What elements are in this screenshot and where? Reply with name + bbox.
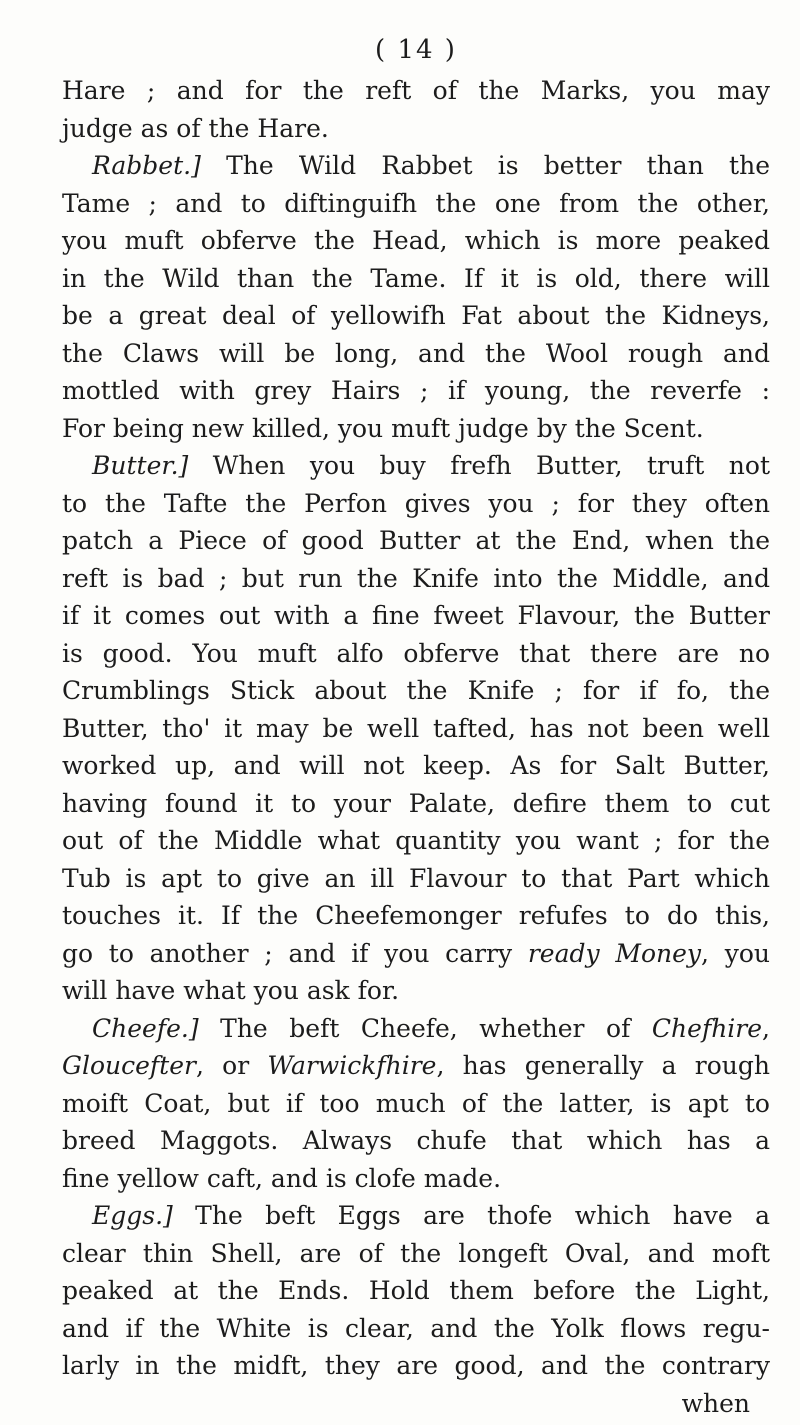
italic-text: Chefhire [651, 1013, 763, 1043]
line-text: to the Tafte the Perfon gives you ; for they often [62, 488, 770, 518]
line-text: is good. You muft alfo obferve that there are no [62, 638, 770, 668]
text-line [62, 72, 770, 110]
text-line [62, 972, 770, 1010]
page-number: ( 14 ) [375, 35, 457, 65]
line-text: the Claws will be long, and the Wool rough and [62, 338, 770, 368]
line-text: go to another ; and if you carry [62, 938, 528, 968]
text-line [62, 1160, 770, 1198]
text-line [62, 1010, 770, 1048]
line-text: peaked at the Ends. Hold them before the Light, [62, 1276, 770, 1305]
line-text: you muft obferve the Head, which is more peaked [62, 226, 770, 255]
line-text: Butter, tho' it may be well tafted, has not been well [62, 713, 770, 743]
text-line [62, 597, 770, 635]
line-text: The Wild Rabbet is better than the [200, 151, 770, 180]
text-line [62, 485, 770, 523]
line-text: , has generally a rough [436, 1051, 770, 1080]
text-line [62, 222, 770, 260]
italic-text: Eggs.] [92, 1201, 173, 1230]
text-line [62, 1047, 770, 1085]
text-line [62, 635, 770, 673]
text-line [62, 110, 770, 148]
text-line [62, 260, 770, 298]
line-text: , or [195, 1051, 268, 1080]
line-text: For being new killed, you muft judge by the Scent. [62, 413, 704, 443]
text-line [62, 1122, 770, 1160]
line-text: will have what you ask for. [62, 976, 400, 1005]
line-text: and if the White is clear, and the Yolk flows regu- [62, 1313, 770, 1343]
text-line [62, 447, 770, 485]
text-line [62, 560, 770, 598]
line-text: Hare ; and for the reft of the Marks, you may [62, 76, 770, 105]
text-line [62, 747, 770, 785]
text-body [62, 72, 770, 1385]
text-line [62, 1310, 770, 1348]
text-line [62, 822, 770, 860]
text-line [62, 185, 770, 223]
line-text: larly in the midft, they are good, and the contrary [62, 1351, 770, 1380]
text-line [62, 372, 770, 410]
text-line [62, 297, 770, 335]
text-line [62, 1347, 770, 1385]
line-text: patch a Piece of good Butter at the End, when the [62, 526, 770, 555]
text-line [62, 1085, 770, 1123]
italic-text: Warwickfhire [267, 1051, 437, 1080]
line-text: out of the Middle what quantity you want ; for the [62, 826, 770, 855]
text-line [62, 410, 770, 448]
line-text: worked up, and will not keep. As for Salt Butter, [62, 751, 770, 780]
line-text: judge as of the Hare. [62, 113, 329, 143]
text-line [62, 785, 770, 823]
line-text: clear thin Shell, are of the longeft Oval, and moft [62, 1238, 770, 1268]
line-text: if it comes out with a fine fweet Flavour, the Butter [62, 601, 770, 630]
text-line [62, 522, 770, 560]
line-text: mottled with grey Hairs ; if young, the reverfe : [62, 376, 770, 405]
line-text: fine yellow caft, and is clofe made. [62, 1163, 502, 1193]
text-line [62, 335, 770, 373]
line-text: touches it. If the Cheefemonger refufes to do this, [62, 901, 770, 930]
text-line [62, 1272, 770, 1310]
italic-text: Rabbet.] [92, 151, 201, 180]
line-text: , you [701, 938, 770, 968]
text-line [62, 672, 770, 710]
line-text: having found it to your Palate, defire them to cut [62, 788, 770, 818]
line-text: breed Maggots. Always chufe that which has a [62, 1126, 770, 1155]
line-text: be a great deal of yellowifh Fat about the Kidneys, [62, 301, 770, 330]
text-line [62, 935, 770, 973]
line-text: When you buy frefh Butter, truft not [188, 451, 770, 480]
line-text: moift Coat, but if too much of the latter, is apt to [62, 1088, 770, 1118]
italic-text: Gloucefter [62, 1051, 196, 1080]
italic-text: Cheefe.] [92, 1013, 199, 1043]
line-text: , [762, 1013, 770, 1043]
catchword: when [681, 1388, 750, 1418]
text-line [62, 897, 770, 935]
italic-text: Butter.] [92, 451, 189, 480]
text-line [62, 860, 770, 898]
text-line [62, 147, 770, 185]
text-line [62, 710, 770, 748]
text-line [62, 1235, 770, 1273]
line-text: The beft Cheefe, whether of [198, 1013, 652, 1043]
text-line [62, 1197, 770, 1235]
italic-text: ready Money [527, 938, 702, 968]
line-text: Crumblings Stick about the Knife ; for if fo, the [62, 676, 770, 705]
line-text: reft is bad ; but run the Knife into the Middle, and [62, 563, 770, 593]
line-text: The beft Eggs are thofe which have a [172, 1201, 770, 1230]
line-text: Tame ; and to diftinguifh the one from the other, [62, 188, 770, 218]
line-text: Tub is apt to give an ill Flavour to that Part which [62, 863, 770, 893]
line-text: in the Wild than the Tame. If it is old, there will [62, 263, 770, 293]
